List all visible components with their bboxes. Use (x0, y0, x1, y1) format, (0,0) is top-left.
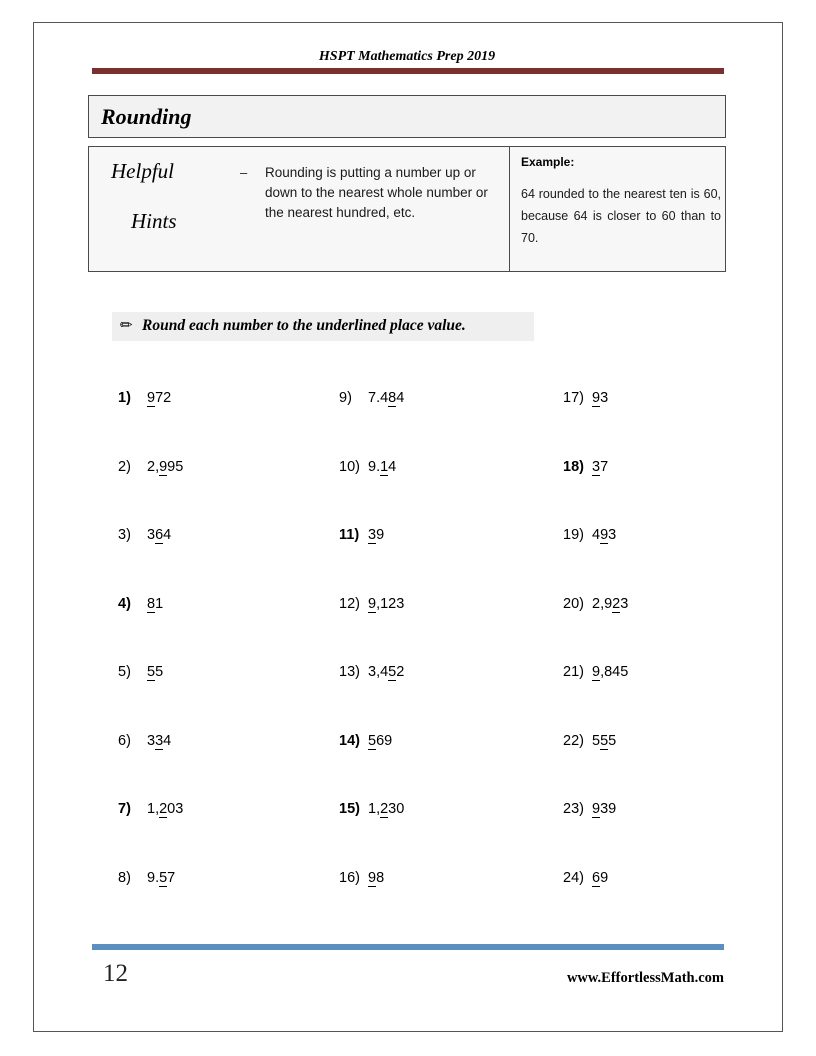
problem-item (563, 596, 628, 612)
problem-number: 12) (339, 595, 360, 612)
problem-value: 7.484 (368, 390, 405, 406)
problem-value: 939 (592, 801, 617, 817)
problem-item (118, 596, 163, 612)
problem-value: 9.57 (147, 869, 176, 886)
problem-number: 9) (339, 390, 352, 406)
problem-value: 555 (592, 732, 617, 749)
problem-item (339, 390, 404, 406)
problem-item (118, 527, 171, 543)
problem-number: 1) (118, 390, 131, 406)
underlined-digit: 5 (600, 732, 609, 749)
underlined-digit: 3 (368, 527, 377, 543)
problem-number: 14) (339, 732, 360, 749)
problem-item (118, 733, 171, 749)
problem-item (563, 527, 616, 543)
underlined-digit: 9 (368, 595, 377, 612)
problem-item (118, 390, 171, 406)
problem-number: 4) (118, 595, 131, 612)
problem-item (339, 527, 384, 543)
problem-number: 19) (563, 527, 584, 543)
underlined-digit: 3 (155, 732, 164, 749)
underlined-digit: 8 (388, 390, 397, 406)
problem-number: 5) (118, 664, 131, 680)
underlined-digit: 5 (159, 869, 168, 886)
underlined-digit: 2 (159, 801, 168, 817)
problem-item (339, 664, 404, 680)
problem-value: 39 (368, 527, 385, 543)
underlined-digit: 9 (147, 390, 156, 406)
problem-value: 2,995 (147, 458, 184, 475)
example-text: 64 rounded to the nearest ten is 60, because 64 is closer to 60 than to 70. (521, 187, 721, 245)
underlined-digit: 9 (368, 869, 377, 886)
underlined-digit: 5 (368, 732, 377, 749)
problem-item (339, 801, 404, 817)
problem-item (563, 390, 608, 406)
problem-value: 9,123 (368, 595, 405, 612)
problem-value: 93 (592, 390, 609, 406)
footer-rule (92, 944, 724, 950)
problem-item (563, 459, 608, 475)
problem-value: 2,923 (592, 595, 629, 612)
problem-value: 1,203 (147, 801, 184, 817)
problem-item (118, 459, 183, 475)
problem-number: 22) (563, 732, 584, 749)
instruction-text: Round each number to the underlined place value. (142, 317, 466, 334)
problem-number: 18) (563, 458, 584, 475)
problem-value: 972 (147, 390, 172, 406)
problem-number: 13) (339, 664, 360, 680)
underlined-digit: 9 (159, 458, 168, 475)
underlined-digit: 5 (388, 664, 397, 680)
problem-item (339, 870, 384, 886)
problem-value: 37 (592, 458, 609, 475)
problem-value: 69 (592, 869, 609, 886)
underlined-digit: 8 (147, 595, 156, 612)
underlined-digit: 6 (592, 869, 601, 886)
problem-number: 6) (118, 732, 131, 749)
problem-number: 16) (339, 869, 360, 886)
footer-website: www.EffortlessMath.com (566, 970, 724, 986)
problem-value: 569 (368, 732, 393, 749)
underlined-digit: 9 (592, 801, 601, 817)
hints-label-line2: Hints (131, 209, 177, 233)
problem-number: 10) (339, 458, 360, 475)
problem-item (563, 870, 608, 886)
problem-number: 8) (118, 869, 131, 886)
problem-number: 15) (339, 801, 360, 817)
pencil-icon: ✏ (120, 317, 133, 334)
problem-value: 9,845 (592, 664, 629, 680)
problem-value: 364 (147, 527, 172, 543)
underlined-digit: 6 (155, 527, 164, 543)
problem-item (339, 459, 396, 475)
problem-value: 98 (368, 869, 385, 886)
underlined-digit: 9 (600, 527, 609, 543)
section-title: Rounding (101, 104, 192, 129)
problem-number: 23) (563, 801, 584, 817)
problem-number: 20) (563, 595, 584, 612)
hint-bullet: – (240, 165, 248, 180)
problem-value: 9.14 (368, 458, 397, 475)
problem-item (563, 733, 616, 749)
problem-value: 3,452 (368, 664, 405, 680)
example-label: Example: (521, 155, 575, 169)
problem-item (339, 733, 392, 749)
problem-value: 334 (147, 732, 172, 749)
underlined-digit: 2 (380, 801, 389, 817)
problem-number: 24) (563, 869, 584, 886)
problem-number: 17) (563, 390, 584, 406)
underlined-digit: 9 (592, 390, 601, 406)
problem-item (118, 870, 175, 886)
underlined-digit: 3 (592, 458, 601, 475)
problem-item (563, 664, 628, 680)
problem-number: 11) (339, 527, 360, 543)
problem-value: 55 (147, 664, 164, 680)
page-header-title: HSPT Mathematics Prep 2019 (318, 49, 496, 64)
hints-label-line1: Helpful (111, 159, 174, 183)
underlined-digit: 5 (147, 664, 156, 680)
problem-value: 493 (592, 527, 617, 543)
problem-number: 21) (563, 664, 584, 680)
underlined-digit: 9 (592, 664, 601, 680)
underlined-digit: 2 (612, 595, 621, 612)
page-number: 12 (103, 960, 128, 987)
problem-item (339, 596, 404, 612)
problem-item (118, 801, 183, 817)
underlined-digit: 1 (380, 458, 389, 475)
problem-item (563, 801, 616, 817)
problem-value: 81 (147, 595, 164, 612)
problem-item (118, 664, 163, 680)
problem-number: 7) (118, 801, 131, 817)
hint-text: Rounding is putting a number up or down to the nearest whole number or the nearest hundred, etc. (265, 165, 488, 220)
problem-number: 3) (118, 527, 131, 543)
problem-number: 2) (118, 458, 131, 475)
problem-value: 1,230 (368, 801, 405, 817)
